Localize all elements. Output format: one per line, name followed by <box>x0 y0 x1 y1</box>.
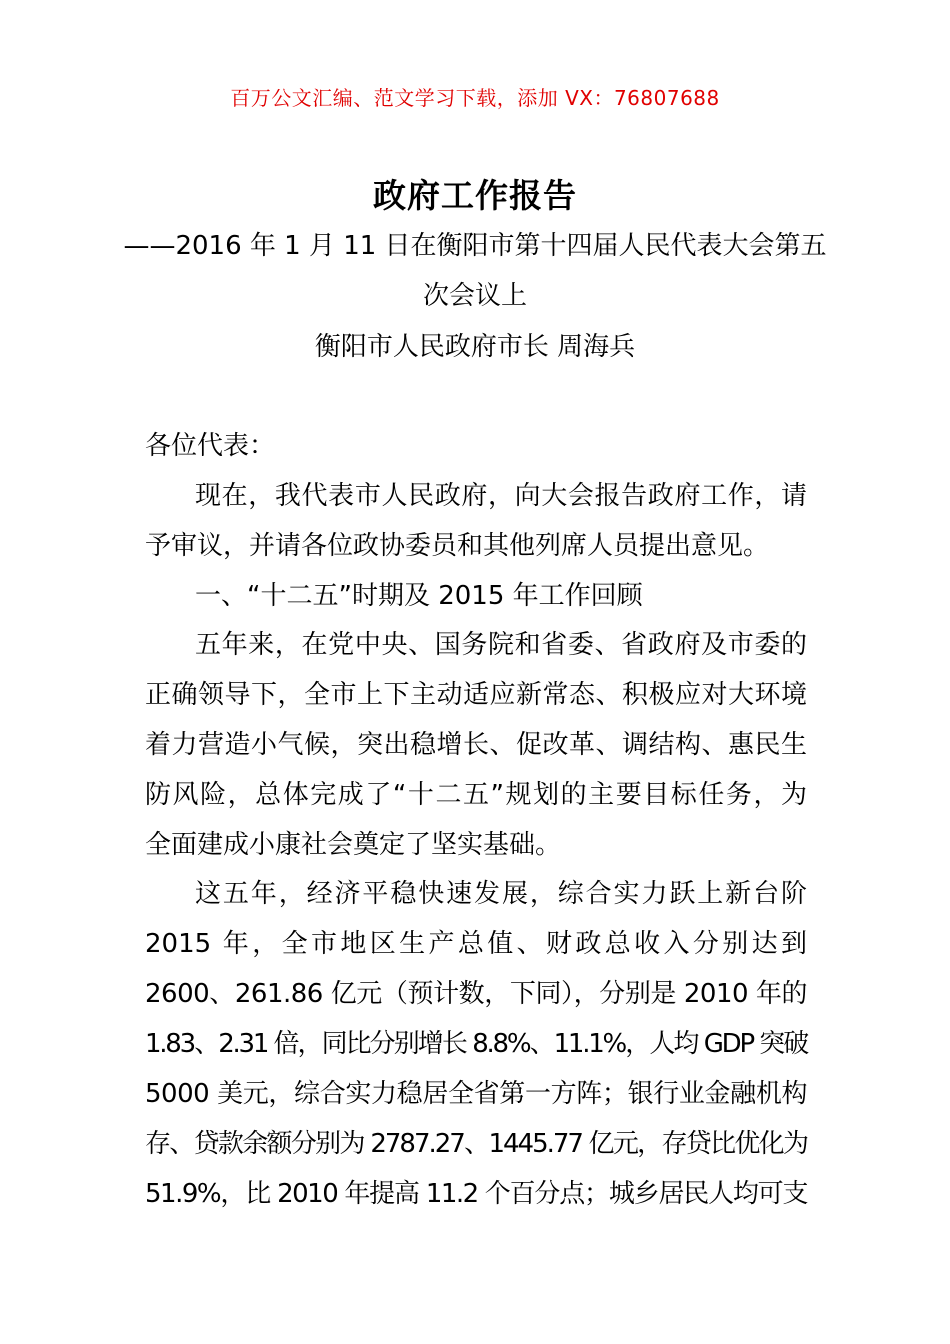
paragraph-line: 存、贷款余额分别为 2787.27、1445.77 亿元，存贷比优化为 <box>145 1129 807 1159</box>
watermark-banner: 百万公文汇编、范文学习下载，添加 VX：76807688 <box>230 86 720 110</box>
paragraph-line: 防风险，总体完成了“十二五”规划的主要目标任务，为 <box>145 780 807 810</box>
paragraph-line: 2600、261.86 亿元（预计数，下同），分别是 2010 年的 <box>145 979 807 1009</box>
paragraph-line: 着力营造小气候，突出稳增长、促改革、调结构、惠民生 <box>145 730 807 760</box>
document-subtitle-line-2: 次会议上 <box>422 281 527 311</box>
document-author: 衡阳市人民政府市长 周海兵 <box>314 332 636 362</box>
paragraph-line: 全面建成小康社会奠定了坚实基础。 <box>145 830 562 860</box>
paragraph-line: 1.83、2.31 倍，同比分别增长 8.8%、11.1%，人均 GDP 突破 <box>145 1029 807 1059</box>
paragraph-line: 5000 美元，综合实力稳居全省第一方阵；银行业金融机构 <box>145 1079 807 1109</box>
paragraph-line: 予审议，并请各位政协委员和其他列席人员提出意见。 <box>145 531 770 561</box>
document-subtitle-line-1: ——2016 年 1 月 11 日在衡阳市第十四届人民代表大会第五 <box>123 231 827 261</box>
paragraph-line: 五年来，在党中央、国务院和省委、省政府及市委的 <box>195 630 807 660</box>
salutation: 各位代表： <box>145 431 276 461</box>
section-heading: 一、“十二五”时期及 2015 年工作回顾 <box>195 581 643 611</box>
paragraph-line: 现在，我代表市人民政府，向大会报告政府工作，请 <box>195 481 807 511</box>
paragraph-line: 这五年，经济平稳快速发展，综合实力跃上新台阶 <box>195 879 807 909</box>
paragraph-line: 正确领导下，全市上下主动适应新常态、积极应对大环境 <box>145 680 807 710</box>
paragraph-line: 2015 年，全市地区生产总值、财政总收入分别达到 <box>145 929 807 959</box>
paragraph-line: 51.9%，比 2010 年提高 11.2 个百分点；城乡居民人均可支 <box>145 1179 807 1209</box>
document-title: 政府工作报告 <box>373 176 577 215</box>
